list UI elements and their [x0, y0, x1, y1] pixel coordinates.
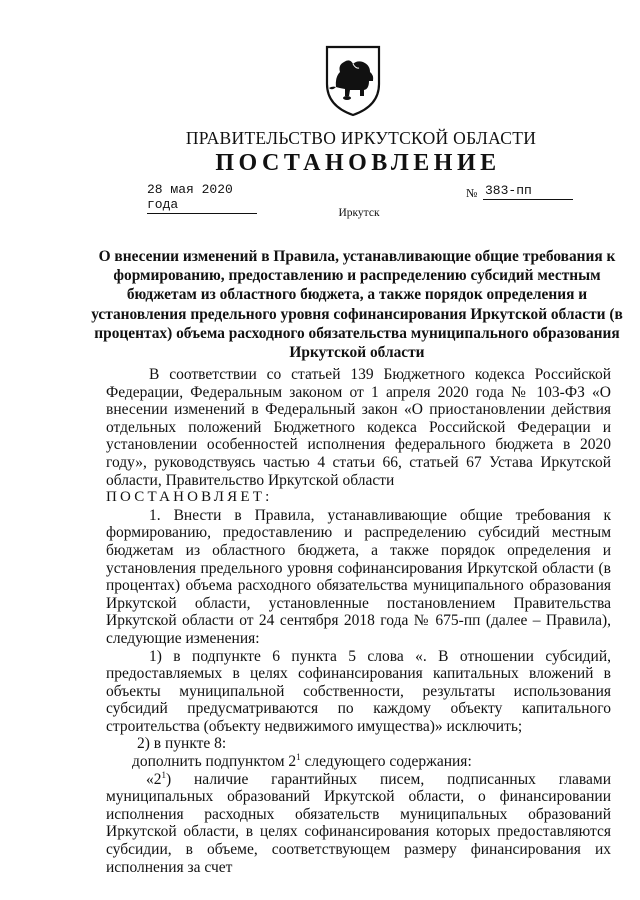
addition-paragraph	[106, 753, 611, 771]
coat-of-arms-icon	[323, 44, 383, 118]
new-subclause-text: ) наличие гарантийных писем, подписанных главами муниципальных образований Иркутской области, о финансировании исполнения расходных обязательств муниципальных образований Иркутской области, в целях софинансирования которых предоставляются субсидии, в объеме, соответствующем размеру финансирования их исполнения за счет	[106, 770, 611, 876]
new-subclause-paragraph	[106, 771, 611, 877]
addition-superscript: 1	[296, 751, 301, 762]
number-sign: №	[466, 186, 478, 200]
document-date: 28 мая 2020 года	[147, 182, 257, 214]
subclause-1-paragraph: 1) в подпункте 6 пункта 5 слова «. В отношении субсидий, предоставляемых в целях софинансирования капитальных вложений в объекты муниципальной собственности, результаты использования субсидий предусматриваются по каждому объекту капитального строительства (объекту недвижимого имущества)» исключить;	[106, 647, 611, 735]
addition-text-start: дополнить подпунктом 2	[132, 753, 297, 771]
government-name: ПРАВИТЕЛЬСТВО ИРКУТСКОЙ ОБЛАСТИ	[185, 128, 537, 148]
new-subclause-start: «2	[146, 770, 162, 788]
new-subclause-superscript: 1	[161, 769, 166, 780]
document-number: 383-пп	[483, 183, 573, 200]
preamble-paragraph: В соответствии со статьей 139 Бюджетного кодекса Российской Федерации, Федеральным законом от 1 апреля 2020 года № 103-ФЗ «О внесении изменений в Федеральный закон «О приостановлении действия отдельных положений Бюджетного кодекса Российской Федерации и установлении особенностей исполнения федерального бюджета в 2020 году», руководствуясь частью 4 статьи 66, статьей 67 Устава Иркутской области, Правительство Иркутской области	[106, 366, 611, 489]
decree-heading: ПОСТАНОВЛЯЕТ:	[106, 489, 273, 506]
subclause-2-paragraph: 2) в пункте 8:	[137, 735, 227, 753]
document-title: О внесении изменений в Правила, устанавливающие общие требования к формированию, предоставлению и распределению субсидий местным бюджетам из областного бюджета, а также порядок определения и установления предельного уровня софинансирования Иркутской области (в процентах) объема расходного обязательства муниципального образования Иркутской области	[91, 248, 623, 362]
document-body	[106, 366, 611, 876]
document-type: ПОСТАНОВЛЕНИЕ	[215, 150, 501, 176]
addition-text-end: следующего содержания:	[300, 753, 472, 771]
clause-1-paragraph: 1. Внести в Правила, устанавливающие общие требования к формированию, предоставлению и распределению субсидий местным бюджетам из областного бюджета, а также порядок определения и установления предельного уровня софинансирования Иркутской области (в процентах) объема расходного обязательства муниципального образования Иркутской области, установленные постановлением Правительства Иркутской области от 24 сентября 2018 года № 675-пп (далее – Правила), следующие изменения:	[106, 506, 611, 647]
city: Иркутск	[338, 207, 380, 219]
